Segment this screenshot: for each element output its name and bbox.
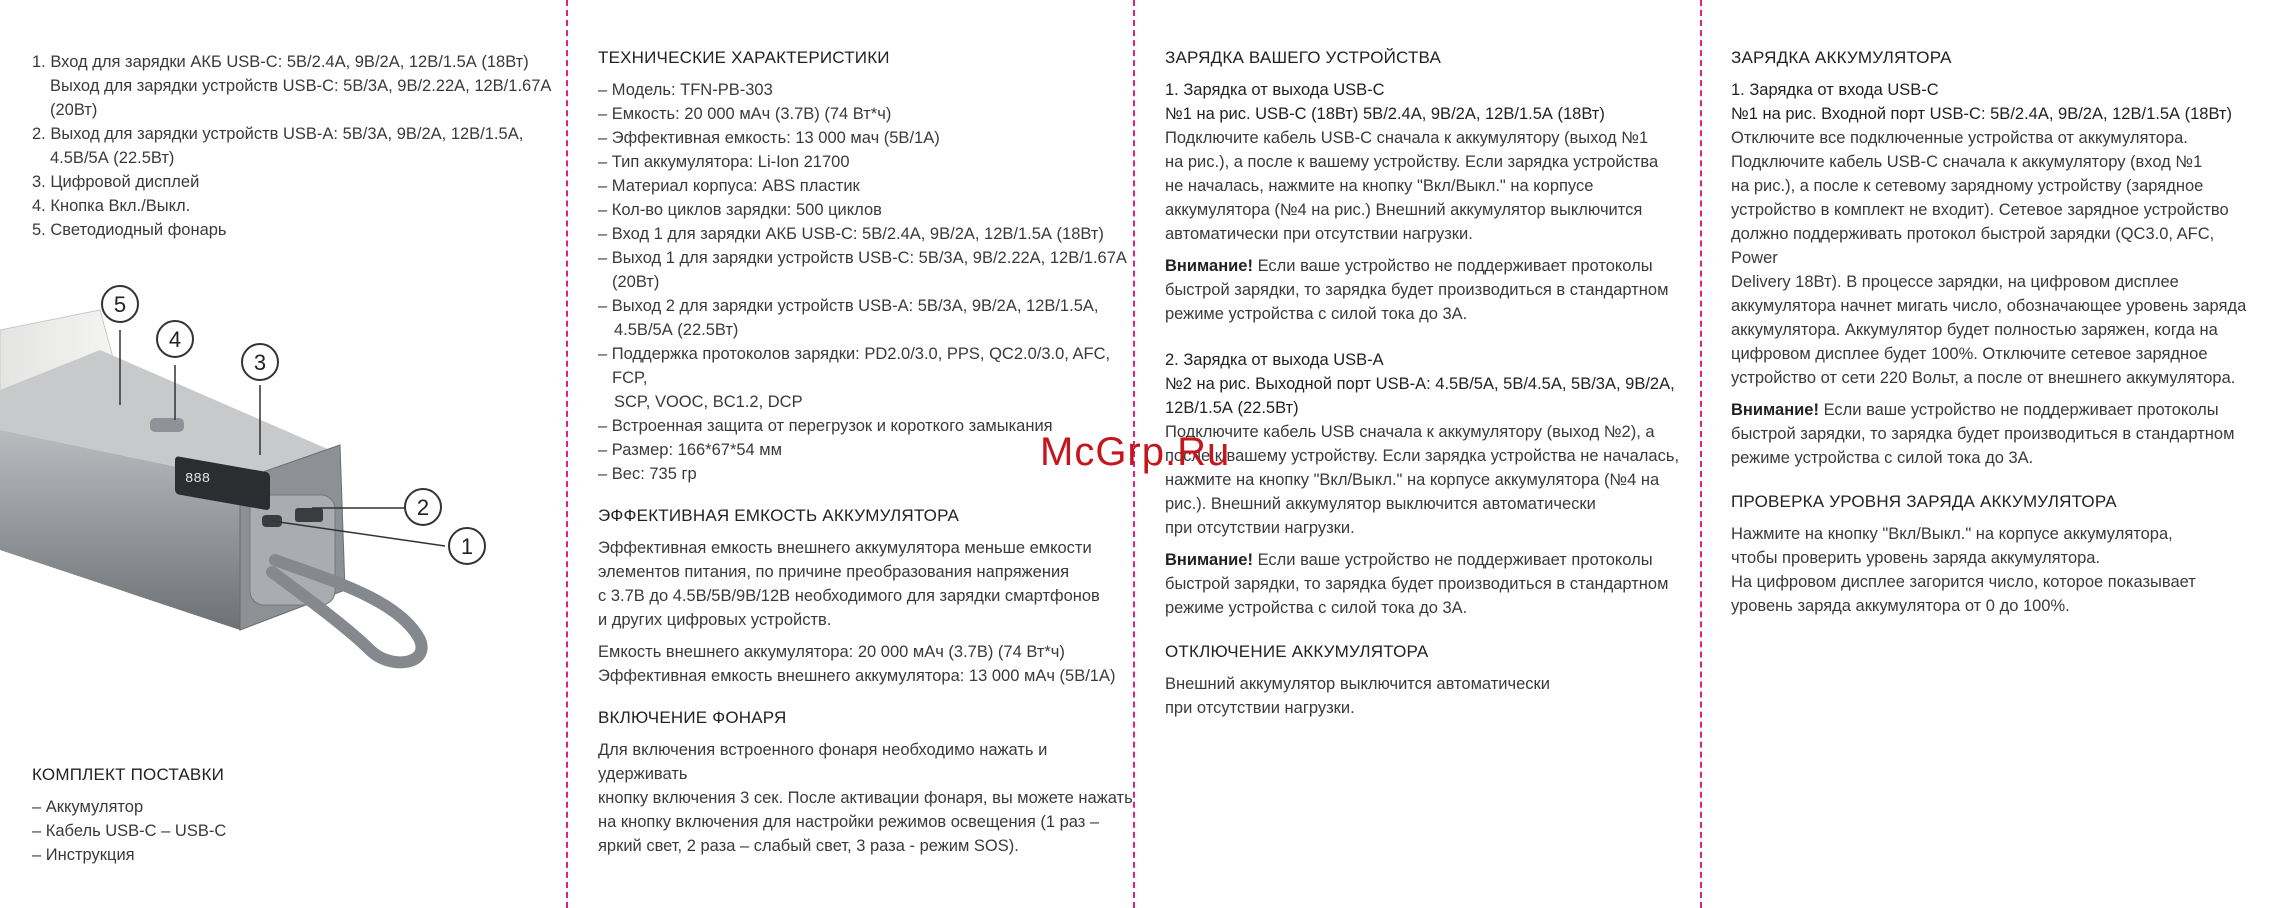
attention-label: Внимание! — [1165, 551, 1253, 569]
column-device-charging — [1165, 48, 1685, 740]
warning-2 — [1165, 548, 1685, 572]
off-title: ОТКЛЮЧЕНИЕ АККУМУЛЯТОРА — [1165, 642, 1429, 661]
warning-text: Если ваше устройство не поддерживает протоколы — [1252, 257, 1653, 275]
warning-line: быстрой зарядки, то зарядка будет производиться в стандартном — [1731, 425, 2235, 443]
part-2: 2. Выход для зарядки устройств USB-A: 5В/3А, 9В/2А, 12В/1.5А, — [32, 125, 524, 143]
torch-title: ВКЛЮЧЕНИЕ ФОНАРЯ — [598, 708, 787, 727]
spec-item: – Кол-во циклов зарядки: 500 циклов — [598, 201, 882, 219]
input-line: на рис.), а после к сетевому зарядному устройству (зарядное — [1731, 177, 2204, 195]
usb-c-line: на рис.), а после к вашему устройству. Если зарядка устройства — [1165, 153, 1659, 171]
usb-a-line: после к вашему устройству. Если зарядка устройства не началась, — [1165, 447, 1680, 465]
column-parts — [32, 50, 562, 242]
spec-item-cont: 4.5В/5А (22.5Вт) — [614, 321, 739, 339]
input-line: Отключите все подключенные устройства от аккумулятора. — [1731, 129, 2188, 147]
spec-item: – Модель: TFN-PB-303 — [598, 81, 773, 99]
callout-1-label: 1 — [460, 534, 474, 559]
usb-a-line: рис.). Внешний аккумулятор выключится автоматически — [1165, 495, 1596, 513]
torch-line: кнопку включения 3 сек. После активации фонаря, вы можете нажать — [598, 789, 1133, 807]
callout-2 — [405, 489, 441, 525]
watermark: McGrp.Ru — [1040, 430, 1231, 474]
input-line: устройство от сети 220 Вольт, а после от внешнего аккумулятора. — [1731, 369, 2236, 387]
fold-line-1 — [566, 0, 568, 908]
callout-5-label: 5 — [113, 292, 127, 317]
column-battery-charging — [1731, 48, 2261, 638]
torch-line: яркий свет, 2 раза – слабый свет, 3 раза - режим SOS). — [598, 837, 1019, 855]
callout-4 — [157, 321, 193, 357]
usb-a-line: Подключите кабель USB сначала к аккумулятору (выход №2), а — [1165, 423, 1655, 441]
spec-item: – Размер: 166*67*54 мм — [598, 441, 782, 459]
warning-1 — [1165, 254, 1685, 278]
spec-item: – Поддержка протоколов зарядки: PD2.0/3.0, PPS, QC2.0/3.0, AFC, FCP, — [598, 345, 1111, 387]
svg-text:888: 888 — [185, 471, 211, 487]
torch-line: Для включения встроенного фонаря необходимо нажать и удерживать — [598, 741, 1048, 783]
usb-c-line: автоматически при отсутствии нагрузки. — [1165, 225, 1473, 243]
eff-line: элементов питания, по причине преобразования напряжения — [598, 563, 1070, 581]
specs-list — [598, 78, 1138, 486]
eff-capacity-effective: Эффективная емкость внешнего аккумулятора: 13 000 мАч (5В/1А) — [598, 667, 1116, 685]
spec-item: – Тип аккумулятора: Li-Ion 21700 — [598, 153, 850, 171]
callout-3 — [242, 344, 278, 380]
spec-item: – Вход 1 для зарядки АКБ USB-C: 5В/2.4А, 9В/2А, 12В/1.5А (18Вт) — [598, 225, 1104, 243]
parts-list — [32, 50, 562, 242]
input-line: должно поддерживать протокол быстрой зарядки (QC3.0, AFC, Power — [1731, 225, 2215, 267]
part-5: 5. Светодиодный фонарь — [32, 221, 227, 239]
kit-item: – Аккумулятор — [32, 798, 144, 816]
part-1-out: Выход для зарядки устройств USB-C: 5В/3А, 9В/2.22А, 12В/1.67А (20Вт) — [50, 77, 552, 119]
warning-line: быстрой зарядки, то зарядка будет производиться в стандартном — [1165, 281, 1669, 299]
input-line: цифровом дисплее будет 100%. Отключите сетевое зарядное — [1731, 345, 2208, 363]
input-line: устройство в комплект не входит). Сетевое зарядное устройство — [1731, 201, 2229, 219]
spec-item: – Емкость: 20 000 мАч (3.7В) (74 Вт*ч) — [598, 105, 892, 123]
spec-item: – Материал корпуса: ABS пластик — [598, 177, 860, 195]
input-sub: №1 на рис. Входной порт USB-C: 5В/2.4А, 9В/2А, 12В/1.5А (18Вт) — [1731, 105, 2232, 123]
part-2-cont: 4.5В/5А (22.5Вт) — [50, 149, 175, 167]
kit-item: – Инструкция — [32, 846, 135, 864]
kit-list — [32, 795, 552, 867]
usb-c-sub: №1 на рис. USB-C (18Вт) 5В/2.4А, 9В/2А, 12В/1.5А (18Вт) — [1165, 105, 1605, 123]
warning-line: быстрой зарядки, то зарядка будет производиться в стандартном — [1165, 575, 1669, 593]
usb-c-line: Подключите кабель USB-C сначала к аккумулятору (выход №1 — [1165, 129, 1649, 147]
callout-2-label: 2 — [416, 495, 430, 520]
callout-5 — [102, 286, 138, 322]
kit-title: КОМПЛЕКТ ПОСТАВКИ — [32, 765, 224, 784]
input-line: аккумулятора начнет мигать число, обозначающее уровень заряда — [1731, 297, 2247, 315]
torch-line: на кнопку включения для настройки режимов освещения (1 раз – — [598, 813, 1100, 831]
usb-a-title: 2. Зарядка от выхода USB-A — [1165, 351, 1384, 369]
attention-label: Внимание! — [1731, 401, 1819, 419]
warning-line: режиме устройства с силой тока до 3А. — [1731, 449, 2034, 467]
part-1: 1. Вход для зарядки АКБ USB-C: 5В/2.4А, 9В/2А, 12В/1.5А (18Вт) — [32, 53, 529, 71]
input-line: Подключите кабель USB-C сначала к аккумулятору (вход №1 — [1731, 153, 2203, 171]
warning-text: Если ваше устройство не поддерживает протоколы — [1252, 551, 1653, 569]
usb-a-sub: №2 на рис. Выходной порт USB-A: 4.5В/5А, 5В/4.5А, 5В/3А, 9В/2А, — [1165, 375, 1675, 393]
specs-title: ТЕХНИЧЕСКИЕ ХАРАКТЕРИСТИКИ — [598, 48, 890, 67]
usb-c-line: не началась, нажмите на кнопку "Вкл/Выкл." на корпусе — [1165, 177, 1594, 195]
spec-item: – Выход 2 для зарядки устройств USB-A: 5В/3А, 9В/2А, 12В/1.5А, — [598, 297, 1099, 315]
check-line: уровень заряда аккумулятора от 0 до 100%. — [1731, 597, 2070, 615]
kit-item: – Кабель USB-C – USB-C — [32, 822, 227, 840]
part-4: 4. Кнопка Вкл./Выкл. — [32, 197, 191, 215]
warning-3 — [1731, 398, 2261, 422]
eff-capacity: Емкость внешнего аккумулятора: 20 000 мАч (3.7В) (74 Вт*ч) — [598, 643, 1065, 661]
spec-item: – Вес: 735 гр — [598, 465, 697, 483]
spec-item-cont: SCP, VOOC, BC1.2, DCP — [614, 393, 803, 411]
power-bank-illustration — [0, 270, 500, 670]
eff-line: Эффективная емкость внешнего аккумулятора меньше емкости — [598, 539, 1092, 557]
battery-charging-title: ЗАРЯДКА АККУМУЛЯТОРА — [1731, 48, 1952, 67]
spec-item: – Встроенная защита от перегрузок и короткого замыкания — [598, 417, 1053, 435]
warning-text: Если ваше устройство не поддерживает протоколы — [1818, 401, 2219, 419]
callout-1 — [449, 528, 485, 564]
check-line: Нажмите на кнопку "Вкл/Выкл." на корпусе аккумулятора, — [1731, 525, 2173, 543]
input-title: 1. Зарядка от входа USB-C — [1731, 81, 1939, 99]
check-title: ПРОВЕРКА УРОВНЯ ЗАРЯДА АККУМУЛЯТОРА — [1731, 492, 2117, 511]
usb-a-line: при отсутствии нагрузки. — [1165, 519, 1355, 537]
check-line: На цифровом дисплее загорится число, которое показывает — [1731, 573, 2196, 591]
spec-item: – Выход 1 для зарядки устройств USB-C: 5В/3А, 9В/2.22А, 12В/1.67А (20Вт) — [598, 249, 1127, 291]
eff-line: с 3.7В до 4.5В/5В/9В/12В необходимого для зарядки смартфонов — [598, 587, 1100, 605]
off-line: Внешний аккумулятор выключится автоматически — [1165, 675, 1550, 693]
input-line: аккумулятора. Аккумулятор будет полностью заряжен, когда на — [1731, 321, 2218, 339]
warning-line: режиме устройства с силой тока до 3А. — [1165, 305, 1468, 323]
callout-3-label: 3 — [253, 350, 267, 375]
eff-title: ЭФФЕКТИВНАЯ ЕМКОСТЬ АККУМУЛЯТОРА — [598, 506, 960, 525]
off-line: при отсутствии нагрузки. — [1165, 699, 1355, 717]
device-charging-title: ЗАРЯДКА ВАШЕГО УСТРОЙСТВА — [1165, 48, 1442, 67]
input-line: Delivery 18Вт). В процессе зарядки, на цифровом дисплее — [1731, 273, 2179, 291]
usb-c-line: аккумулятора (№4 на рис.) Внешний аккумулятор выключится — [1165, 201, 1643, 219]
usb-a-line: нажмите на кнопку "Вкл/Выкл." на корпусе аккумулятора (№4 на — [1165, 471, 1660, 489]
callout-4-label: 4 — [168, 327, 182, 352]
fold-line-3 — [1700, 0, 1702, 908]
warning-line: режиме устройства с силой тока до 3А. — [1165, 599, 1468, 617]
check-line: чтобы проверить уровень заряда аккумулятора. — [1731, 549, 2101, 567]
usb-a-sub-cont: 12В/1.5А (22.5Вт) — [1165, 399, 1299, 417]
kit-section — [32, 765, 552, 867]
spec-item: – Эффективная емкость: 13 000 мач (5В/1А) — [598, 129, 940, 147]
usb-c-title: 1. Зарядка от выхода USB-C — [1165, 81, 1385, 99]
eff-line: и других цифровых устройств. — [598, 611, 832, 629]
part-3: 3. Цифровой дисплей — [32, 173, 200, 191]
attention-label: Внимание! — [1165, 257, 1253, 275]
